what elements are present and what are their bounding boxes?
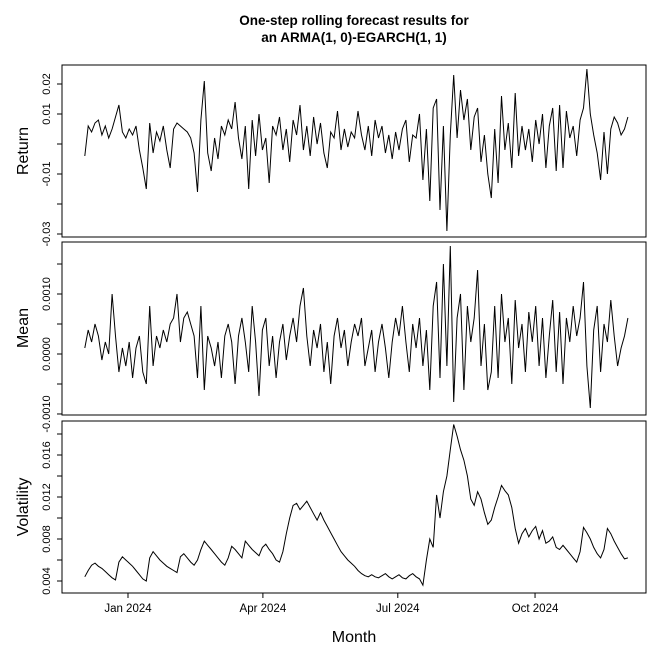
y-axis-label-mean: Mean [15, 307, 32, 349]
return-y-tick-label: 0.02 [40, 73, 53, 95]
return-y-tick-label: 0.01 [40, 103, 53, 125]
return-y-tick-label: -0.03 [40, 221, 53, 247]
return-y-tick-label: -0.01 [40, 161, 53, 187]
volatility-y-tick-label: 0.016 [40, 441, 53, 469]
mean-series-line [85, 246, 628, 408]
chart-title-line2: an ARMA(1, 0)-EGARCH(1, 1) [261, 30, 447, 45]
return-series-line [85, 69, 628, 231]
y-axis-label-return: Return [15, 126, 32, 176]
volatility-panel-frame [62, 421, 646, 593]
x-tick-label: Jul 2024 [376, 603, 420, 615]
volatility-y-tick-label: 0.004 [40, 567, 53, 595]
y-axis-label-volatility: Volatility [15, 477, 32, 537]
volatility-series-line [85, 425, 628, 586]
x-tick-label: Apr 2024 [239, 603, 287, 615]
mean-y-tick-label: 0.0000 [40, 337, 53, 371]
x-tick-label: Oct 2024 [511, 603, 559, 615]
chart-title [62, 12, 646, 46]
mean-y-tick-label: 0.0010 [40, 277, 53, 311]
volatility-y-tick-label: 0.008 [40, 525, 53, 553]
mean-y-tick-label: -0.0010 [40, 395, 53, 433]
x-axis-label: Month [331, 629, 377, 646]
return-panel-frame [62, 65, 646, 237]
volatility-y-tick-label: 0.012 [40, 483, 53, 511]
x-tick-label: Jan 2024 [104, 603, 152, 615]
chart-title-line1: One-step rolling forecast results for [239, 13, 469, 28]
